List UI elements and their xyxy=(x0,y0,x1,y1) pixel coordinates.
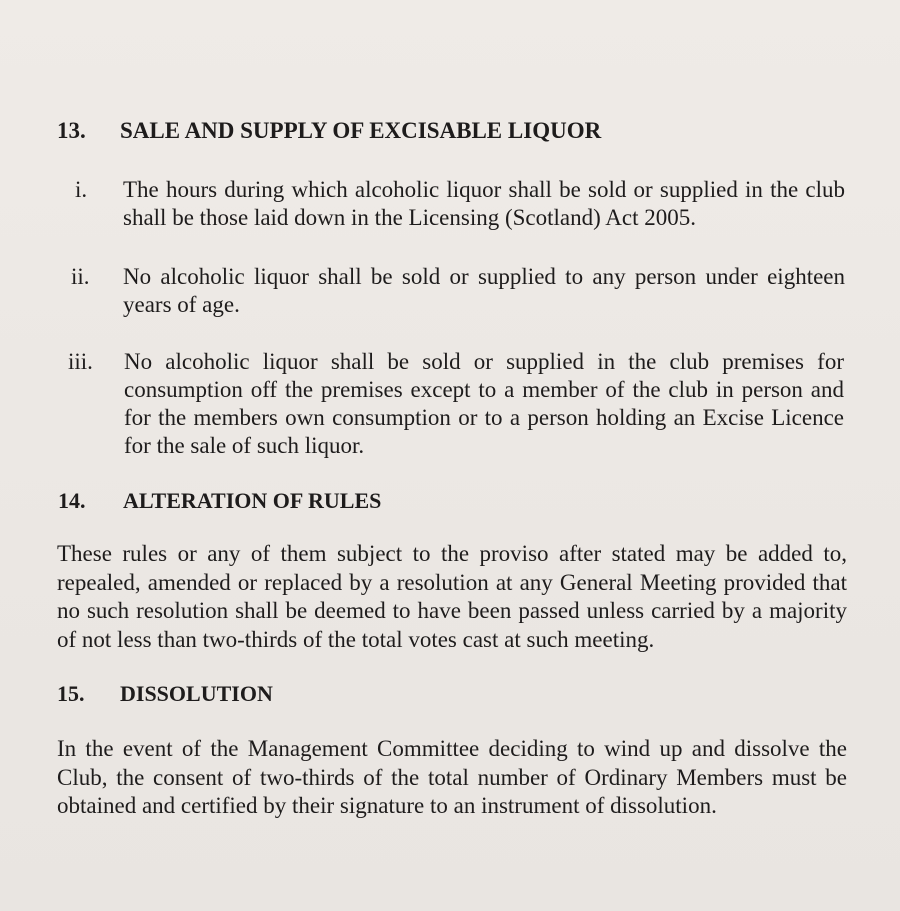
section-13-heading xyxy=(57,117,657,147)
section-14-number: 14. xyxy=(58,488,86,513)
section-13-title: SALE AND SUPPLY OF EXCISABLE LIQUOR xyxy=(120,118,602,143)
section-13-item-ii xyxy=(71,263,850,323)
section-15-number: 15. xyxy=(57,681,85,706)
section-15-body: In the event of the Management Committee deciding to wind up and dissolve the Club, the consent of two-thirds of the total number of Ordinary Members must be obtained and certified by their signature to an instrument of dissolution. xyxy=(57,736,847,818)
section-14-title: ALTERATION OF RULES xyxy=(123,488,382,513)
item-iii-numeral: iii. xyxy=(68,349,93,374)
item-iii-text: No alcoholic liquor shall be sold or supplied in the club premises for consumption off the premises except to a member of the club in person and for the members own consumption or to a person holding an Excise Licence for the sale of such liquor. xyxy=(124,349,844,458)
section-14-body: These rules or any of them subject to the proviso after stated may be added to, repealed, amended or replaced by a resolution at any General Meeting provided that no such resolution shall be deemed to have been passed unless carried by a majority of not less than two-thirds of the total votes cast at such meeting. xyxy=(57,541,847,652)
item-i-text: The hours during which alcoholic liquor shall be sold or supplied in the club shall be those laid down in the Licensing (Scotland) Act 2005. xyxy=(123,177,845,230)
section-14-heading xyxy=(58,487,558,517)
item-i-numeral: i. xyxy=(75,177,88,202)
section-13-item-i xyxy=(75,176,850,236)
section-15-heading xyxy=(57,680,457,710)
section-13-number: 13. xyxy=(57,118,86,143)
item-ii-text: No alcoholic liquor shall be sold or supplied to any person under eighteen years of age. xyxy=(123,264,845,317)
section-15-title: DISSOLUTION xyxy=(120,681,273,706)
section-13-item-iii xyxy=(68,348,850,464)
item-ii-numeral: ii. xyxy=(71,264,90,289)
